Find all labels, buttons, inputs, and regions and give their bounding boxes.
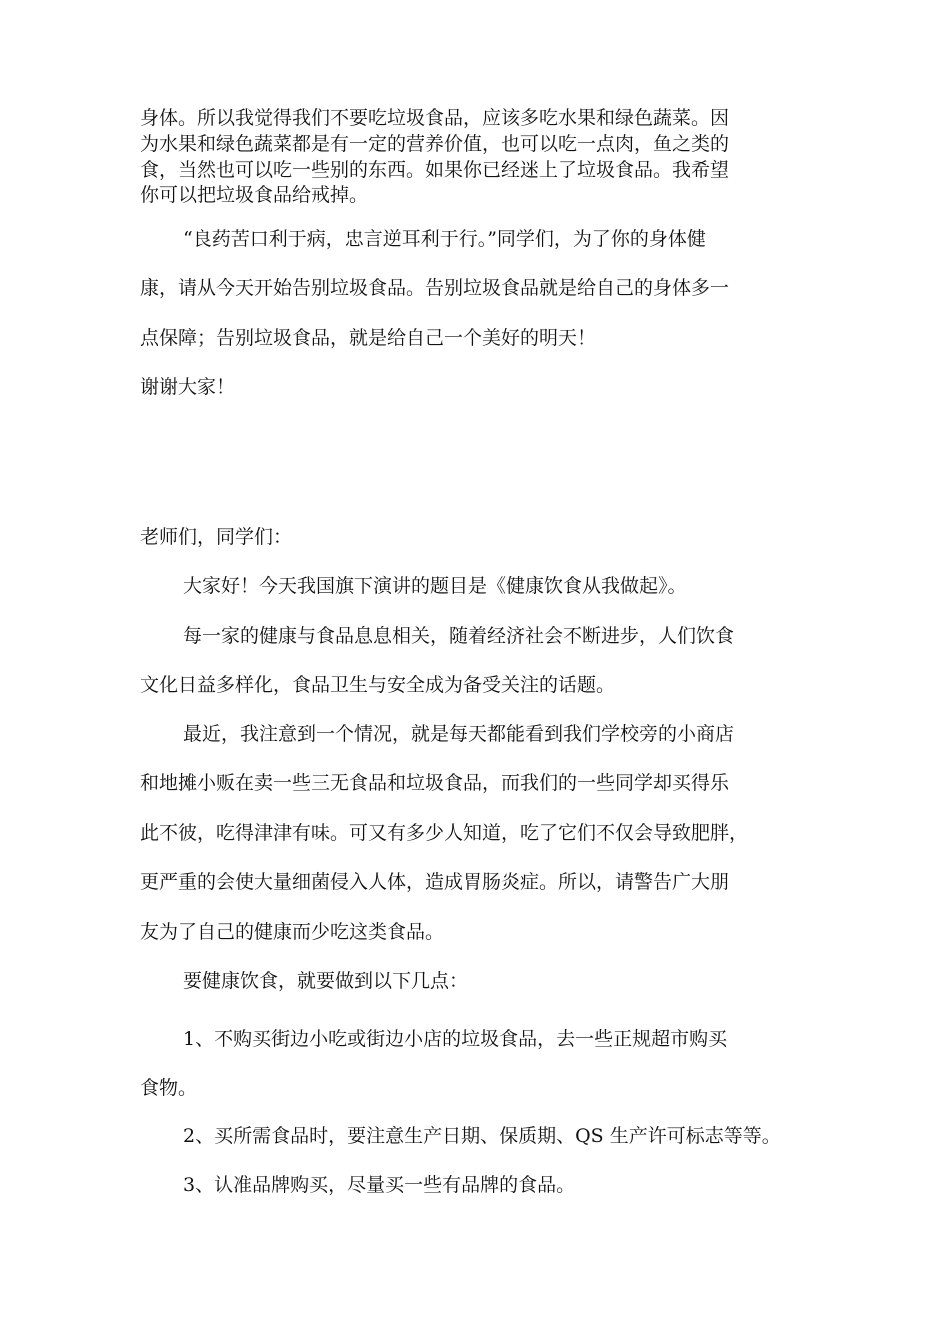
paragraph-line: 每一家的健康与食品息息相关，随着经济社会不断进步，人们饮食	[183, 625, 735, 647]
paragraph-line: 友为了自己的健康而少吃这类食品。	[140, 921, 445, 943]
paragraph-line: 和地摊小贩在卖一些三无食品和垃圾食品，而我们的一些同学却买得乐	[140, 772, 730, 794]
salutation: 老师们，同学们：	[140, 526, 293, 548]
paragraph-line: 此不彼，吃得津津有味。可又有多少人知道，吃了它们不仅会导致肥胖，	[140, 822, 749, 844]
paragraph-line: 要健康饮食，就要做到以下几点：	[183, 970, 469, 992]
thanks-line: 谢谢大家！	[140, 376, 236, 398]
list-item-continuation: 食物。	[140, 1077, 198, 1099]
quote-paragraph-line: “良药苦口利于病，忠言逆耳利于行。”同学们，为了你的身体健	[183, 228, 706, 250]
paragraph-line: 最近，我注意到一个情况，就是每天都能看到我们学校旁的小商店	[183, 723, 735, 745]
paragraph-line: 你可以把垃圾食品给戒掉。	[140, 184, 369, 206]
paragraph-line: 食，当然也可以吃一些别的东西。如果你已经迷上了垃圾食品。我希望	[140, 159, 730, 181]
list-item: 1、不购买街边小吃或街边小店的垃圾食品，去一些正规超市购买	[183, 1028, 728, 1050]
paragraph-line: 更严重的会使大量细菌侵入人体，造成胃肠炎症。所以，请警告广大朋	[140, 871, 730, 893]
paragraph-line: 点保障；告别垃圾食品，就是给自己一个美好的明天！	[140, 327, 597, 349]
paragraph-line: 身体。所以我觉得我们不要吃垃圾食品，应该多吃水果和绿色蔬菜。因	[140, 107, 730, 129]
paragraph-line: 康，请从今天开始告别垃圾食品。告别垃圾食品就是给自己的身体多一	[140, 277, 730, 299]
list-item: 2、买所需食品时，要注意生产日期、保质期、QS 生产许可标志等等。	[183, 1125, 781, 1147]
list-item: 3、认准品牌购买，尽量买一些有品牌的食品。	[183, 1174, 576, 1196]
greeting: 大家好！今天我国旗下演讲的题目是《健康饮食从我做起》。	[183, 575, 687, 597]
paragraph-line: 文化日益多样化，食品卫生与安全成为备受关注的话题。	[140, 674, 616, 696]
paragraph-line: 为水果和绿色蔬菜都是有一定的营养价值，也可以吃一点肉，鱼之类的	[140, 133, 730, 155]
